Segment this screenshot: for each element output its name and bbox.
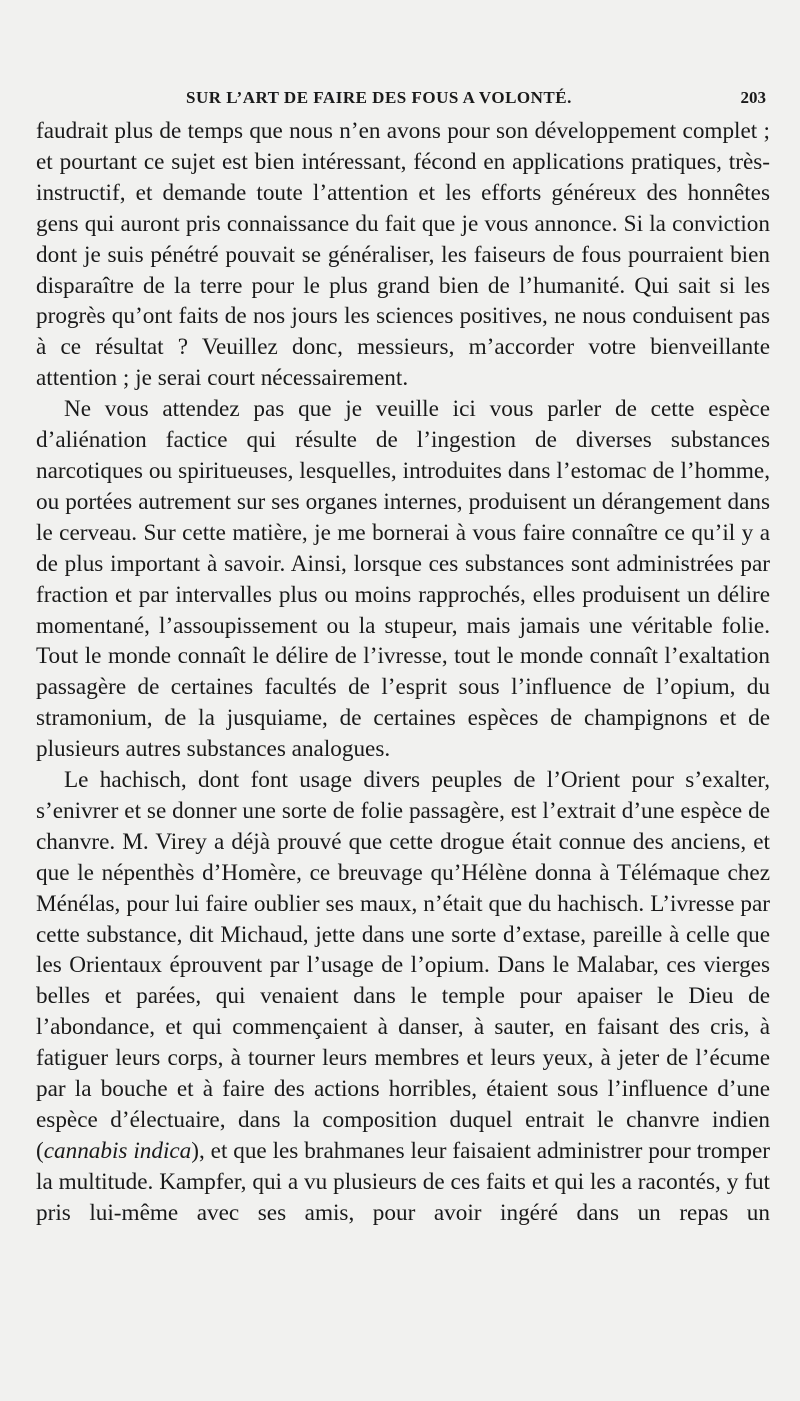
body-text: [36, 116, 770, 1229]
page-number: 203: [740, 88, 766, 107]
page-header: [36, 88, 770, 114]
italic-term: cannabis indica: [43, 1137, 192, 1164]
running-title: SUR L’ART DE FAIRE DES FOUS A VOLONTÉ.: [186, 88, 572, 107]
paragraph-3-text-end: ), et que les brahmanes leur faisaient administrer pour tromper la multitude. Kampfer, qui a vu plusieurs de ces faits et qui les a racontés, y fut pris lui-même avec ses amis, pour avoir ingéré dans un repas un: [36, 1137, 770, 1226]
paragraph-3: [36, 765, 770, 1229]
paragraph-1: faudrait plus de temps que nous n’en avons pour son développement complet ; et pourtant ce sujet est bien intéressant, fécond en applications pratiques, très-instructif, et demande toute l’attention et les efforts généreux des honnêtes gens qui auront pris connaissance du fait que je vous annonce. Si la conviction dont je suis pénétré pouvait se généraliser, les faiseurs de fous pourraient bien disparaître de la terre pour le plus grand bien de l’humanité. Qui sait si les progrès qu’ont faits de nos jours les sciences positives, ne nous conduisent pas à ce résultat ? Veuillez donc, messieurs, m’accorder votre bienveillante attention ; je serai court nécessairement.: [36, 118, 770, 392]
paragraph-3-text-start: Le hachisch, dont font usage divers peuples de l’Orient pour s’exalter, s’enivrer et se donner une sorte de folie passagère, est l’extrait d’une espèce de chanvre. M. Virey a déjà prouvé que cette drogue était connue des anciens, et que le népenthès d’Homère, ce breuvage qu’Hélène donna à Télémaque chez Ménélas, pour lui faire oublier ses maux, n’était que du hachisch. L’ivresse par cette substance, dit Michaud, jette dans une sorte d’extase, pareille à celle que les Orientaux éprouvent par l’usage de l’opium. Dans le Malabar, ces vierges belles et parées, qui venaient dans le temple pour apaiser le Dieu de l’abondance, et qui commençaient à danser, à sauter, en faisant des cris, à fatiguer leurs corps, à tourner leurs membres et leurs yeux, à jeter de l’écume par la bouche et à faire des actions horribles, étaient sous l’influence d’une espèce d’électuaire, dans la composition duquel entrait le chanvre indien (: [36, 767, 770, 1164]
paragraph-2: Ne vous attendez pas que je veuille ici vous parler de cette espèce d’aliénation factice qui résulte de l’ingestion de diverses substances narcotiques ou spiritueuses, lesquelles, introduites dans l’estomac de l’homme, ou portées autrement sur ses organes internes, produisent un dérangement dans le cerveau. Sur cette matière, je me bornerai à vous faire connaître ce qu’il y a de plus important à savoir. Ainsi, lorsque ces substances sont administrées par fraction et par intervalles plus ou moins rapprochés, elles produisent un délire momentané, l’assoupissement ou la stupeur, mais jamais une véritable folie. Tout le monde connaît le délire de l’ivresse, tout le monde connaît l’exaltation passagère de certaines facultés de l’esprit sous l’influence de l’opium, du stramonium, de la jusquiame, de certaines espèces de champignons et de plusieurs autres substances analogues.: [36, 396, 770, 763]
